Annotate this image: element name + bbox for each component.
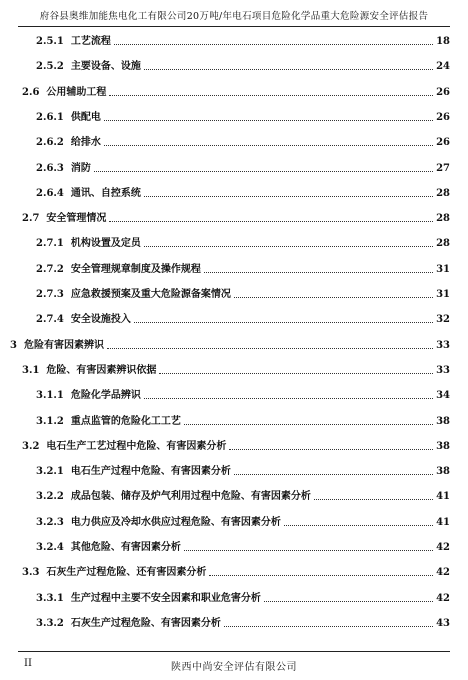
toc-entry[interactable]	[36, 135, 450, 149]
toc-entry-number: 2.7.4	[36, 314, 64, 326]
toc-entry-number: 2.7	[22, 213, 40, 225]
toc-entry-page: 28	[436, 213, 450, 225]
toc-entry-page: 26	[436, 86, 450, 98]
toc-entry-title: 重点监管的危险化工工艺	[70, 415, 181, 427]
toc-entry[interactable]	[36, 262, 450, 276]
toc-entry-number: 2.6.3	[36, 162, 64, 174]
toc-entry-page: 33	[436, 364, 450, 376]
toc-entry-number: 2.5.2	[36, 61, 64, 73]
toc-entry-page: 43	[436, 617, 450, 629]
toc-entry-number: 3.2.3	[36, 516, 64, 528]
toc-entry-title: 安全管理情况	[46, 213, 107, 225]
toc-entry-page: 41	[436, 516, 450, 528]
toc-entry-number: 3.1.1	[36, 390, 64, 402]
header-title: 府谷县奥维加能焦电化工有限公司20万吨/年电石项目危险化学品重大危险源安全评估报告	[39, 11, 429, 22]
toc-entry-page: 28	[436, 187, 450, 199]
toc-entry-number: 3.3.1	[36, 592, 64, 604]
toc-leader-dots	[204, 272, 433, 273]
toc-entry-page: 26	[436, 111, 450, 123]
toc-entry-number: 3.2.4	[36, 542, 64, 553]
toc-leader-dots	[144, 69, 433, 70]
toc-leader-dots	[144, 246, 433, 247]
toc-entry-page: 32	[436, 314, 450, 326]
toc-entry[interactable]	[36, 161, 450, 175]
toc-leader-dots	[104, 120, 433, 121]
toc-leader-dots	[184, 424, 433, 425]
toc-entry-number: 2.6.2	[36, 137, 64, 149]
toc-leader-dots	[109, 221, 433, 222]
toc-entry-title: 其他危险、有害因素分析	[70, 542, 181, 553]
toc-entry-title: 安全管理规章制度及操作规程	[70, 263, 201, 275]
toc-entry-page: 38	[436, 440, 450, 452]
toc-entry-number: 3.2.2	[36, 491, 64, 503]
toc-leader-dots	[134, 322, 433, 323]
toc-entry-title: 机构设置及定员	[70, 238, 141, 250]
toc-entry-page: 18	[436, 36, 450, 47]
toc-entry-title: 应急救援预案及重大危险源备案情况	[70, 289, 231, 300]
toc-entry-title: 危险、有害因素辨识依据	[46, 364, 157, 376]
toc-entry-title: 生产过程中主要不安全因素和职业危害分析	[70, 592, 261, 604]
toc-leader-dots	[144, 196, 433, 197]
toc-entry-title: 工艺流程	[70, 36, 111, 47]
toc-entry-title: 电石生产工艺过程中危险、有害因素分析	[46, 440, 227, 452]
toc-entry[interactable]	[36, 540, 450, 554]
toc-entry-page: 26	[436, 137, 450, 149]
toc-entry-title: 成品包装、储存及炉气利用过程中危险、有害因素分析	[70, 491, 311, 503]
toc-entry[interactable]	[36, 236, 450, 250]
toc-entry-number: 2.6	[22, 86, 40, 98]
toc-entry-title: 消防	[70, 162, 91, 174]
toc-entry-title: 电石生产过程中危险、有害因素分析	[70, 466, 231, 478]
toc-entry-title: 给排水	[70, 137, 101, 149]
toc-entry[interactable]	[36, 591, 450, 605]
toc-entry[interactable]	[22, 565, 450, 579]
toc-leader-dots	[209, 575, 433, 576]
toc-entry[interactable]	[36, 59, 450, 73]
toc-entry[interactable]	[22, 439, 450, 453]
toc-entry-page: 41	[436, 491, 450, 503]
toc-entry-page: 24	[436, 61, 450, 73]
toc-entry[interactable]	[22, 85, 450, 99]
toc-leader-dots	[234, 297, 433, 298]
toc-entry-number: 2.7.3	[36, 289, 64, 300]
toc-entry[interactable]	[36, 464, 450, 478]
toc-entry-number: 3.3.2	[36, 617, 64, 629]
toc-leader-dots	[184, 550, 433, 551]
toc-entry[interactable]	[36, 110, 450, 124]
toc-entry[interactable]	[22, 211, 450, 225]
toc-entry-page: 42	[436, 567, 450, 579]
toc-leader-dots	[144, 398, 433, 399]
toc-entry-title: 通讯、自控系统	[70, 187, 141, 199]
toc-entry-page: 42	[436, 592, 450, 604]
toc-entry-title: 石灰生产过程危险、有害因素分析	[70, 617, 221, 629]
toc-entry[interactable]	[36, 515, 450, 529]
toc-entry-number: 2.6.4	[36, 187, 64, 199]
toc-entry-page: 27	[436, 162, 450, 174]
toc-entry[interactable]	[22, 363, 450, 377]
toc-entry-page: 38	[436, 415, 450, 427]
page-footer	[18, 651, 450, 674]
toc-entry-page: 38	[436, 466, 450, 478]
toc-leader-dots	[264, 601, 433, 602]
toc-entry[interactable]	[10, 338, 450, 352]
toc-leader-dots	[159, 373, 433, 374]
toc-entry-number: 2.7.1	[36, 238, 64, 250]
toc-entry-number: 2.5.1	[36, 36, 64, 47]
toc-entry[interactable]	[36, 616, 450, 630]
toc-entry-number: 3.2.1	[36, 466, 64, 478]
toc-entry-page: 31	[436, 289, 450, 300]
toc-entry-number: 2.7.2	[36, 263, 64, 275]
toc-entry-number: 3.2	[22, 440, 40, 452]
toc-entry-number: 3.3	[22, 567, 40, 579]
toc-entry-page: 42	[436, 542, 450, 553]
toc-entry-title: 电力供应及冷却水供应过程危险、有害因素分析	[70, 516, 281, 528]
toc-entry[interactable]	[36, 34, 450, 48]
toc-entry-page: 34	[436, 390, 450, 402]
toc-leader-dots	[109, 95, 433, 96]
toc-entry[interactable]	[36, 489, 450, 503]
toc-leader-dots	[234, 474, 433, 475]
toc-entry-number: 2.6.1	[36, 111, 64, 123]
toc-entry-page: 33	[436, 339, 450, 351]
toc-leader-dots	[94, 171, 433, 172]
toc-entry-number: 3.1.2	[36, 415, 64, 427]
toc-entry-page: 28	[436, 238, 450, 250]
toc-entry-title: 石灰生产过程危险、还有害因素分析	[46, 567, 207, 579]
page-header	[18, 8, 450, 27]
toc-entry-title: 主要设备、设施	[70, 61, 141, 73]
toc-leader-dots	[224, 626, 433, 627]
toc-entry-number: 3.1	[22, 364, 40, 376]
toc-leader-dots	[229, 449, 433, 450]
toc-entry-title: 公用辅助工程	[46, 86, 107, 98]
toc-entry-number: 3	[10, 339, 17, 351]
toc-entry-title: 危险化学品辨识	[70, 390, 141, 402]
toc-entry[interactable]	[36, 312, 450, 326]
toc-entry-page: 31	[436, 263, 450, 275]
toc-entry[interactable]	[36, 388, 450, 402]
toc-leader-dots	[104, 145, 433, 146]
toc-leader-dots	[284, 525, 433, 526]
toc-entry-title: 危险有害因素辨识	[23, 339, 104, 351]
toc-entry-title: 供配电	[70, 111, 101, 123]
toc-entry[interactable]	[36, 287, 450, 301]
footer-company: 陕西中尚安全评估有限公司	[171, 662, 297, 673]
toc-entry-title: 安全设施投入	[70, 314, 131, 326]
toc-leader-dots	[314, 499, 433, 500]
toc-leader-dots	[107, 348, 433, 349]
toc-leader-dots	[114, 44, 433, 45]
toc-entry[interactable]	[36, 186, 450, 200]
footer-page-number: II	[24, 658, 32, 669]
toc-entry[interactable]	[36, 414, 450, 428]
